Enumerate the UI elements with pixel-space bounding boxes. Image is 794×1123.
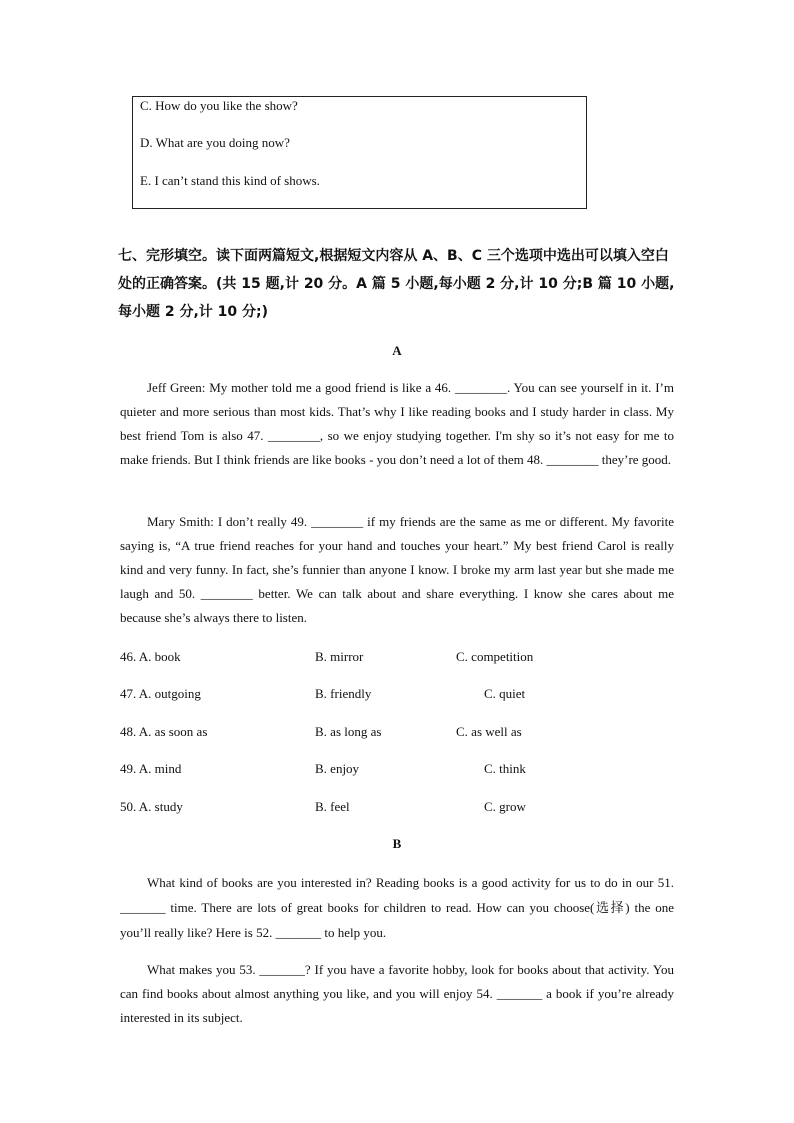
option-47-c: C. quiet bbox=[484, 686, 526, 701]
option-46-a: 46. A. book bbox=[120, 649, 181, 664]
option-49-c: C. think bbox=[484, 761, 526, 776]
passage-a-paragraph-1: Jeff Green: My mother told me a good friend is like a 46. ________. You can see yourself in it. I’m quieter and more serious than most kids. That’s why I like reading books and I study harder in class. My best friend Tom is also 47. ________, so we enjoy studying together. I'm shy so it’s not easy for me to make friends. But I think friends are like books - you don’t need a lot of them 48. ________ they’re good. bbox=[120, 380, 674, 467]
dialogue-option-e: E. I can’t stand this kind of shows. bbox=[140, 173, 320, 188]
dialogue-option-c: C. How do you like the show? bbox=[140, 98, 298, 113]
option-47-a: 47. A. outgoing bbox=[120, 686, 201, 701]
option-48-c: C. as well as bbox=[456, 724, 522, 739]
passage-a-paragraph-2: Mary Smith: I don’t really 49. ________ if my friends are the same as me or different. My favorite saying is, “A true friend reaches for your hand and touches your heart.” My best friend Carol is really kind and very funny. In fact, she’s funnier than anyone I know. I broke my arm last year but she made me laugh and 50. ________ better. We can talk about and share everything. I know she cares about me because she’s always there to listen. bbox=[120, 514, 674, 625]
passage-b-label: B bbox=[392, 836, 402, 851]
option-48-a: 48. A. as soon as bbox=[120, 724, 208, 739]
dialogue-option-d: D. What are you doing now? bbox=[140, 135, 290, 150]
option-50-b: B. feel bbox=[315, 799, 350, 814]
option-49-a: 49. A. mind bbox=[120, 761, 182, 776]
option-46-c: C. competition bbox=[456, 649, 534, 664]
option-49-b: B. enjoy bbox=[315, 761, 360, 776]
option-46-b: B. mirror bbox=[315, 649, 364, 664]
option-50-a: 50. A. study bbox=[120, 799, 183, 814]
passage-a-label: A bbox=[392, 343, 402, 358]
option-48-b: B. as long as bbox=[315, 724, 382, 739]
passage-b-paragraph-2: What makes you 53. _______? If you have a favorite hobby, look for books about that activity. You can find books about almost anything you like, and you will enjoy 54. _______ a book if you’re already interested in its subject. bbox=[120, 962, 674, 1025]
option-47-b: B. friendly bbox=[315, 686, 372, 701]
passage-b-paragraph-1: What kind of books are you interested in? Reading books is a good activity for us to do in our 51. _______ time. There are lots of great books for children to read. How can you choose(选择) the one you’ll really like? Here is 52. _______ to help you. bbox=[120, 875, 674, 940]
option-50-c: C. grow bbox=[484, 799, 526, 814]
section-heading: 七、完形填空。读下面两篇短文,根据短文内容从 A、B、C 三个选项中选出可以填入空白处的正确答案。(共 15 题,计 20 分。A 篇 5 小题,每小题 2 分,计 10 分;B 篇 10 小题,每小题 2 分,计 10 分;) bbox=[118, 248, 675, 320]
